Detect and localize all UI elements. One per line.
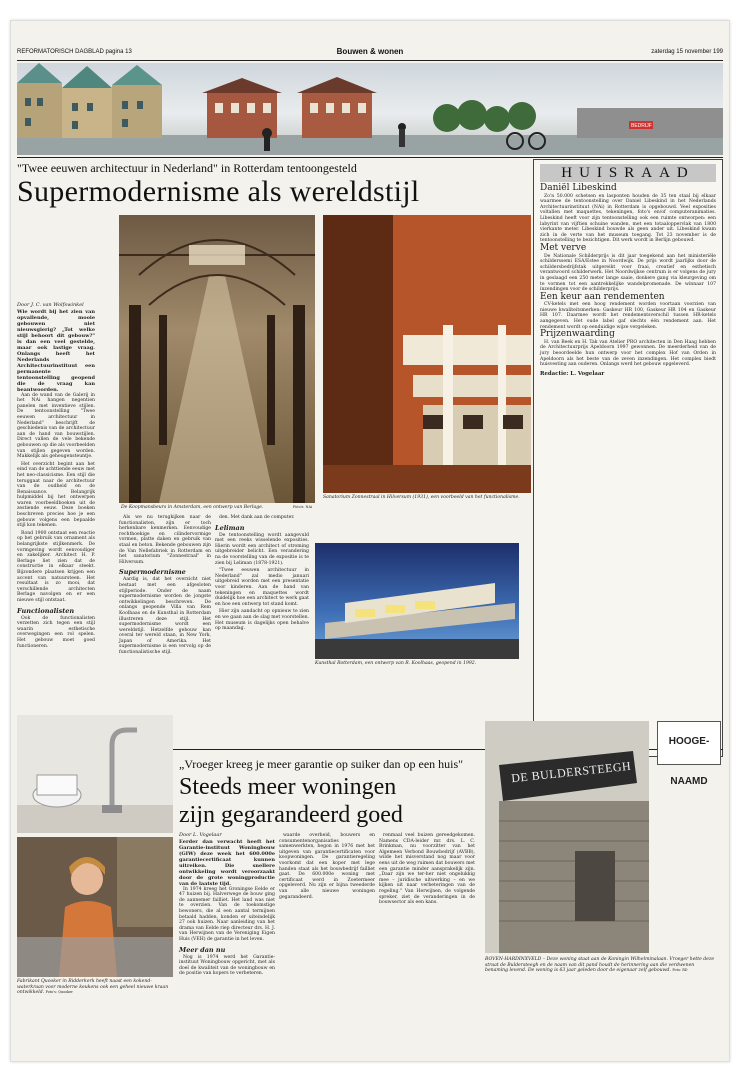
article2-headline-1: Steeds meer woningen bbox=[179, 774, 397, 800]
huisraad-sidebar bbox=[533, 159, 723, 757]
credit-photo5: Foto: RD bbox=[672, 968, 688, 973]
article2-paragraph: In 1974 kreeg het Groningse Eelde er 47 huizen bij. Halverwege de bouw ging de aannemer failliet. Het land was niet te overzien. Van de toekomstige bewoners, die al een aantal termijnen betaald hadden, konden er uiteindelijk 27 ook huizen. Naar aanleiding van het drama van Eelde riep directeur drs. H. J. van Herwijnen van de Vereniging Eigen Huis (VEH) de garantie in het leven. bbox=[179, 886, 275, 942]
photo-buldersteegh bbox=[485, 721, 649, 953]
caption-photo1 bbox=[121, 505, 291, 511]
article2-paragraph: waarde overheid, bouwers en consumentenorganisaties samenwerkten, begon in 1976 met het uitgeven van garantiecertificaten voor koopwoningen. De garantieregeling voorkomt dat een koper met lege handen staat als het bouwbedrijf failliet gaat. De 600.000e woning met certificaat werd in Zoetermeer opgeleverd. Nu zijn er bijna tweederde van alle nieuwe woningen gegarandeerd. bbox=[279, 833, 375, 900]
sidebar-editor: Redactie: L. Vogelaar bbox=[540, 370, 605, 377]
banner-rule bbox=[17, 157, 723, 158]
article1-headline: Supermodernisme als wereldstijl bbox=[17, 175, 420, 208]
sidebar-paragraph: H. van Beek en H. Tak van Atelier PRO architecten in Den Haag hebben de Architectuurprijs Apeldoorn 1997 gewonnen. De meerderheid van de jury beoordeelde hun ontwerp voor het complex Hof van Orden in Apeldoorn als het beste van de zeven inzendingen. Het complex biedt huisvesting aan ouderen. Onlangs werd het gebouw opgeleverd. bbox=[540, 339, 716, 368]
photo-kunsthal bbox=[315, 543, 519, 659]
article1-paragraph: Aardig is, dat het overzicht niet bestaat met een afgesloten stijlperiode. Onder de naam supermodernisme worden de jongste ontwikkelingen beschreven. De onlangs geopende Villa van Rem Koolhaas en de Kunsthal in Rotterdam illustreren deze stijl. Het supermodernisme wordt een wereldstijl. Hetzelfde gebouw kan overal ter wereld staan, in New York, Japan of Amerika. Het supermodernisme is een vervolg op de functionalistische stijl. bbox=[119, 577, 211, 656]
caption-photo4-text: Fabrikant Quooker in Ridderkerk heeft naast een kokend-waterkraan voor moderne keukens ook een geheel nieuwe kraan ontwikkeld. bbox=[17, 979, 169, 996]
article1-paragraph: Rond 1900 ontstaat een reactie op het gebruik van ornament als belangrijkste stijlkenmerk. De vormgeving wordt eenvoudiger en zakelijker. Architect H. P. Berlage liet zien dat de constructie in elkaar steekt. Bijzondere plaatsen krijgen een accent van natuursteen. Het resultaat is zo mooi, dat verschillende architecten Berlage navolgen en er een nieuwe stijl ontstaat. bbox=[17, 530, 95, 603]
article1-subhead: Leliman bbox=[215, 523, 245, 532]
article2-kicker: „Vroeger kreeg je meer garantie op suiker dan op een huis" bbox=[179, 757, 464, 771]
photo-kitchen-tap bbox=[17, 715, 173, 833]
article1-subhead: Supermodernisme bbox=[119, 568, 186, 577]
sidebar-subhead: Met verve bbox=[540, 242, 587, 253]
article1-paragraph: Als we nu terugkijken naar de functionalisten, zijn er toch herkenbare kenmerken. Eenvoudige rechthoekige en cilindervormige vormen, platte daken en gebruik van staal en beton. Bekende gebouwen zijn de Van Nellefabriek in Rotterdam en het sanatorium "Zonnestraal" in Hilversum. bbox=[119, 515, 211, 565]
sidebar-title: HUISRAAD bbox=[540, 164, 716, 182]
buldersteegh-sign-text: DE BULDERSTEEGH bbox=[510, 758, 632, 786]
article2-intro: Eerder dan verwacht heeft het Garantie-instituut Woningbouw (GIW) deze week het 600.000e garantiecertificaat kunnen uitreiken. Die snellere ontwikkeling wordt veroorzaakt door de grote woningproductie van de laatste tijd. bbox=[179, 838, 275, 887]
article2-paragraph: renmaal veel buizen gereedgekomen. Namens CDA-leider mr. drs. L. C. Brinkman, nu voorzitter van het Algemeen Verbond Bouwbedrijf (AVBB), wilde het misverstand nog maar voor eens uit de weg ruimen dat bouwers met een garantie minder aansprakelijk zijn. „Daar zijn we ter-her niet ongelukkig mee – juridische uitwerking – en we kijken uit naar verbeteringen van de regeling." Van Herwijnen, de volgende spreker, ziet de veranderingen in de bouwsector als een kans. bbox=[379, 833, 475, 906]
article1-paragraph: De tentoonstelling wordt aangevuld met een reeks wisselende exposities. Hierin wordt een architect of stroming uitgebreider belicht. Een verandering na de voorstelling van de expositie is te zien bij Leliman (1878-1921). bbox=[215, 532, 309, 566]
banner-sign: BEDRIJF bbox=[631, 123, 652, 129]
header-rule bbox=[17, 60, 723, 61]
article1-kicker: "Twee eeuwen architectuur in Nederland" in Rotterdam tentoongesteld bbox=[17, 161, 357, 175]
houses-illustration bbox=[17, 63, 723, 155]
article1-paragraph: "Twee eeuwen architectuur in Nederland" zal medio januari uitgebreid worden met een presentatie voor kinderen. Aan de hand van tekeningen en maquettes wordt duidelijk hoe een architect te werk gaat en hoe een ontwerp tot stand komt. bbox=[215, 568, 309, 607]
caption-photo5-text: BOVEN-HARDINXVELD – Deze woning staat aan de Koningin Wilhelminalaan. Vroeger hette deze straat de Buldersteegh en de naam van dit pand houdt de herinnering aan die verdwenen benaming levend. De woning is 63 jaar geleden door de eigenaar zelf gebouwd. bbox=[485, 957, 715, 974]
article1-paragraph: Aan de wand van de Galerij in het NAi hangen negentien panelen met inventieve stijlen. De tentoonstelling "Twee eeuwen architectuur in Nederland" beschrijft de geschiedenis van de architectuur aan de hand van bouwstijlen. Direct vallen de vele bekende gebouwen op die als voorbeelden van stijlen gegeven worden. Makkelijk als geheugensteuntje. bbox=[17, 392, 95, 460]
photo-woman-kitchen bbox=[17, 837, 173, 977]
article2-byline: Door L. Vogelaar bbox=[179, 832, 222, 838]
article1-column-2 bbox=[119, 515, 211, 745]
article1-paragraph: den. Met dank aan de computer. bbox=[219, 515, 295, 520]
photo-zonnestraal bbox=[323, 215, 531, 493]
newspaper-page bbox=[10, 20, 730, 1062]
paper-name: REFORMATORISCH DAGBLAD pagina 13 bbox=[17, 49, 132, 55]
article2-column-2 bbox=[279, 833, 375, 1033]
article1-subhead: Functionalisten bbox=[17, 606, 75, 615]
article1-intro: Wie wordt bij het zien van opvallende, mooie gebouwen niet nieuwsgierig? „Tot welke stijl behoort dit gebouw?" is dan een veel gestelde, maar ook lastige vraag. Onlangs heeft het Nederlands Architectuurinstituut een permanente tentoonstelling geopend die de vraag kan beantwoorden. bbox=[17, 308, 95, 393]
credit-photo1: Foto's: NAi bbox=[293, 505, 313, 509]
article1-column-3 bbox=[215, 515, 309, 745]
caption-photo4 bbox=[17, 979, 173, 996]
sidebar-paragraph: Zo'n 50.000 schetsen en lasponten houden de 35 ten staal bij elkaar waarmee de tentoonstelling over Daniel Libeskind in het Nederlands Architectuurinstituut (NAi) in Rotterdam is opgebouwd. Veel exposities voltallen met maquettes, tekeningen, foto's en/of computeranimaties. Libeskind heeft voor zijn tentoonstelling ook een ruimte ontworpen: een labyrint van vijftien schuine wanden, met een totaaloppervlak van 1800 vierkante meter. Libeskind bouwde als geen ander uit. Libeskind kwam zich in de verte van het museum toegang. Tot 23 november is de tentoonstelling te bezichtigen. Dit werk wordt in Berlijn gebouwd. bbox=[540, 193, 716, 244]
sidebar-subhead: Daniël Libeskind bbox=[540, 183, 617, 193]
page-header bbox=[17, 49, 723, 59]
article1-paragraph: Het overzicht begint aan het eind van de achttiende eeuw met het neo-classicisme. Een stijl die teruggaat naar de architectuur van de oudheid en de Renaissance. Belangrijk hulpmiddel bij het ontwerpen waren voorbeeldboeken uit de zestiende eeuw. Deze boeken beschreven precies hoe je een gebouw volgens een bepaalde stijl kon tekenen. bbox=[17, 461, 95, 529]
section-banner-illustration bbox=[17, 63, 723, 155]
sidebar-paragraph: CV-ketels met een hoog rendement worden voortaan voorzien van nieuwe kwaliteitsmerken: Gaskeur HR 100, Gaskeur HR 104 en Gaskeur HR 107. Daarmee wordt het rendementsverschil tussen HR-ketels aangegeven. Het oude label gaf slechts één rendement aan. Het rendement wordt op eenduidige wijze vergeleken. bbox=[540, 302, 716, 330]
caption-photo1-text: De Koopmansbeurs in Amsterdam, een ontwerp van Berlage. bbox=[121, 505, 264, 510]
caption-photo2: Sanatorium Zonnestraal in Hilversum (1931), een voorbeeld van het functionalisme. bbox=[323, 495, 520, 500]
article1-paragraph: Hier zijn aandacht op opnieuw te zien en we gaan aan de slag met voorstellen. Het museum is dagelijks open behalve op maandag. bbox=[215, 609, 309, 632]
sidebar-subhead: Een keur aan rendementen bbox=[540, 291, 665, 302]
article2-headline-2: zijn gegarandeerd goed bbox=[179, 802, 403, 828]
article1-column-1 bbox=[17, 303, 95, 749]
photo-koopmansbeurs bbox=[119, 215, 315, 503]
badge-text: HOOGE-NAAMD bbox=[668, 736, 710, 787]
article2-column-1 bbox=[179, 833, 275, 1033]
section-name: Bouwen & wonen bbox=[336, 47, 404, 56]
article2-paragraph: Nog is 1974 werd het Garantie-instituut Woningbouw opgericht, met als doel de kwaliteit van de woningbouw en de positie van kopers te verbeteren. bbox=[179, 954, 275, 977]
caption-photo3: Kunsthal Rotterdam, een ontwerp van R. Koolhaas, geopend in 1992. bbox=[315, 661, 477, 666]
sidebar-paragraph: De Nationale Schilderprijs is dit jaar toegekend aan het ministeriële schilderssemi ESA/Estee in Noordwijk. De prijs wordt jaarlijks door de schildersbedrijfstak uitgereikt voor fraai, creatief en esthetisch verantwoord schilderwerk. Het Noordwijkse centrum is er volgens de jury in geslaagd een 250 meter lange saaie, donkere gang via kleurgeving om te vormen tot een aantrekkelijke wandelpromenade. De winnaar 107 inzendingen voor de schilderprijs. bbox=[540, 253, 716, 293]
article1-byline: Door J. C. van Wolfswinkel bbox=[17, 302, 84, 308]
article2-column-3 bbox=[379, 833, 475, 1033]
credit-photo4: Foto's: Quooker bbox=[45, 990, 73, 995]
caption-photo5 bbox=[485, 957, 717, 974]
sidebar-body bbox=[540, 184, 716, 750]
issue-date: zaterdag 15 november 199 bbox=[651, 49, 723, 55]
article1-paragraph: Ook de functionalisten verzetten zich tegen een stijl waarin esthetische overwegingen een rol spelen. Het gebouw moet goed functioneren. bbox=[17, 615, 95, 649]
article2-subhead: Meer dan nu bbox=[179, 945, 226, 954]
sidebar-subhead: Prijzenwaarding bbox=[540, 329, 615, 340]
hooge-naamd-badge bbox=[657, 721, 721, 787]
